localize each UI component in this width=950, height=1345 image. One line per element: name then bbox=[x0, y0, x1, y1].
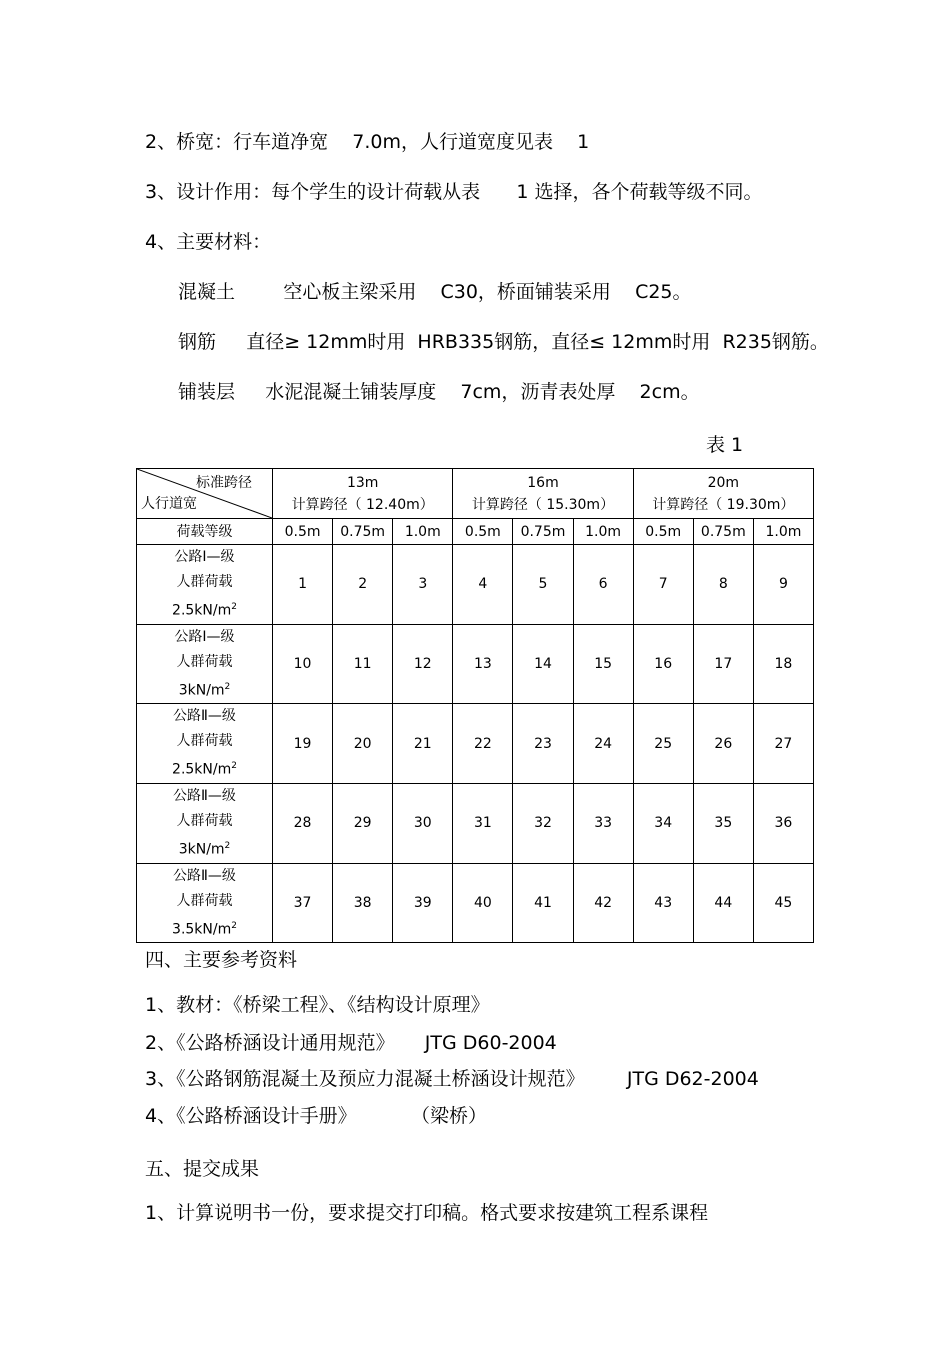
intro-line-1: 2、桥宽：行车道净宽 7.0m，人行道宽度见表 1 bbox=[145, 131, 590, 153]
design-number: 42 bbox=[573, 863, 633, 943]
references-heading: 四、主要参考资料 bbox=[145, 949, 298, 971]
design-number: 10 bbox=[273, 624, 333, 704]
design-number: 8 bbox=[693, 545, 753, 625]
width-cell: 0.75m bbox=[693, 519, 753, 545]
design-number: 21 bbox=[393, 704, 453, 784]
span-header bbox=[273, 469, 453, 519]
design-number: 2 bbox=[333, 545, 393, 625]
design-number: 30 bbox=[393, 783, 453, 863]
span-value: 16m bbox=[527, 474, 559, 491]
design-number: 32 bbox=[513, 783, 573, 863]
design-number: 19 bbox=[273, 704, 333, 784]
width-cell: 1.0m bbox=[393, 519, 453, 545]
span-value: 13m bbox=[346, 474, 379, 491]
reference-item: 1、教材：《桥梁工程》、《结构设计原理》 bbox=[145, 994, 490, 1016]
design-number: 26 bbox=[693, 704, 753, 784]
reference-item: 2、《公路桥涵设计通用规范》 JTG D60-2004 bbox=[145, 1032, 557, 1054]
span-value: 20m bbox=[707, 474, 740, 491]
table-caption: 表 1 bbox=[706, 434, 744, 456]
road-grade: 公路Ⅰ—级 bbox=[174, 549, 235, 565]
reference-item: 4、《公路桥涵设计手册》 （梁桥） bbox=[145, 1105, 487, 1127]
table-row bbox=[137, 624, 814, 704]
submission-heading: 五、提交成果 bbox=[145, 1158, 260, 1180]
width-cell: 0.5m bbox=[273, 519, 333, 545]
material-pavement: 铺装层 水泥混凝土铺装厚度 7cm，沥青表处厚 2cm。 bbox=[178, 381, 700, 403]
load-grade-cell bbox=[137, 783, 273, 863]
design-number: 41 bbox=[513, 863, 573, 943]
width-cell: 0.5m bbox=[453, 519, 513, 545]
road-grade: 公路Ⅰ—级 bbox=[174, 628, 235, 645]
table-row bbox=[137, 704, 814, 784]
crowd-load-label: 人群荷载 bbox=[176, 812, 233, 829]
design-number: 36 bbox=[753, 783, 813, 863]
design-number: 12 bbox=[393, 624, 453, 704]
design-number: 11 bbox=[333, 624, 393, 704]
crowd-load-label: 人群荷载 bbox=[176, 574, 233, 590]
road-grade: 公路Ⅱ—级 bbox=[173, 867, 236, 884]
crowd-load-value: $3kN/m^2$ bbox=[178, 681, 231, 699]
design-number: 29 bbox=[333, 783, 393, 863]
design-number: 18 bbox=[753, 624, 813, 704]
submission-item: 1、计算说明书一份，要求提交打印稿。格式要求按建筑工程系课程 bbox=[145, 1202, 709, 1224]
calc-span: 计算跨径（ 12.40m） bbox=[291, 496, 434, 513]
calc-span: 计算跨径（ 15.30m） bbox=[471, 496, 615, 513]
design-number: 31 bbox=[453, 783, 513, 863]
design-number: 6 bbox=[573, 545, 633, 625]
corner-top-label: 标准跨径 bbox=[196, 475, 252, 491]
design-number: 7 bbox=[633, 545, 693, 625]
crowd-load-label: 人群荷载 bbox=[176, 892, 233, 909]
design-number: 27 bbox=[753, 704, 813, 784]
road-grade: 公路Ⅱ—级 bbox=[173, 787, 236, 804]
design-number: 28 bbox=[273, 783, 333, 863]
design-number: 9 bbox=[753, 545, 813, 625]
load-grade-cell bbox=[137, 624, 273, 704]
load-grade-cell bbox=[137, 545, 273, 625]
load-grade-cell bbox=[137, 863, 273, 943]
width-cell: 1.0m bbox=[573, 519, 633, 545]
design-number: 34 bbox=[633, 783, 693, 863]
material-rebar: 钢筋 直径≥ 12mm时用 HRB335钢筋，直径≤ 12mm时用 R235钢筋。 bbox=[178, 331, 829, 353]
design-number: 43 bbox=[633, 863, 693, 943]
calc-span: 计算跨径（ 19.30m） bbox=[652, 496, 795, 513]
width-cell: 1.0m bbox=[753, 519, 813, 545]
intro-line-3: 4、主要材料： bbox=[145, 231, 272, 253]
reference-item: 3、《公路钢筋混凝土及预应力混凝土桥涵设计规范》 JTG D62-2004 bbox=[145, 1068, 759, 1090]
design-number: 24 bbox=[573, 704, 633, 784]
span-header bbox=[453, 469, 633, 519]
design-number: 40 bbox=[453, 863, 513, 943]
corner-cell bbox=[137, 469, 273, 519]
design-number: 25 bbox=[633, 704, 693, 784]
design-number: 13 bbox=[453, 624, 513, 704]
corner-bottom-label: 人行道宽 bbox=[141, 496, 197, 512]
design-number: 37 bbox=[273, 863, 333, 943]
design-number: 15 bbox=[573, 624, 633, 704]
crowd-load-label: 人群荷载 bbox=[176, 653, 233, 670]
design-number: 20 bbox=[333, 704, 393, 784]
table-row bbox=[137, 783, 814, 863]
design-number: 38 bbox=[333, 863, 393, 943]
design-number: 16 bbox=[633, 624, 693, 704]
crowd-load-label: 人群荷载 bbox=[176, 733, 233, 750]
crowd-load-value: $3.5kN/m^2$ bbox=[172, 920, 237, 938]
design-number: 23 bbox=[513, 704, 573, 784]
design-number: 17 bbox=[693, 624, 753, 704]
road-grade: 公路Ⅱ—级 bbox=[173, 708, 236, 725]
width-cell: 0.75m bbox=[333, 519, 393, 545]
grade-label: 荷载等级 bbox=[137, 519, 273, 545]
design-number: 44 bbox=[693, 863, 753, 943]
design-number: 5 bbox=[513, 545, 573, 625]
design-number: 22 bbox=[453, 704, 513, 784]
design-number: 3 bbox=[393, 545, 453, 625]
crowd-load-value: $3kN/m^2$ bbox=[178, 840, 231, 858]
intro-line-2: 3、设计作用：每个学生的设计荷载从表 1 选择，各个荷载等级不同。 bbox=[145, 181, 763, 203]
crowd-load-value: $2.5kN/m^2$ bbox=[172, 761, 237, 778]
load-grade-cell bbox=[137, 704, 273, 784]
design-number: 14 bbox=[513, 624, 573, 704]
table-row bbox=[137, 545, 814, 625]
material-concrete: 混凝土 空心板主梁采用 C30，桥面铺装采用 C25。 bbox=[178, 281, 692, 303]
design-number: 4 bbox=[453, 545, 513, 625]
design-number: 39 bbox=[393, 863, 453, 943]
design-number: 35 bbox=[693, 783, 753, 863]
design-number: 45 bbox=[753, 863, 813, 943]
table-row bbox=[137, 863, 814, 943]
design-number: 1 bbox=[273, 545, 333, 625]
span-header bbox=[633, 469, 813, 519]
width-cell: 0.5m bbox=[633, 519, 693, 545]
crowd-load-value: $2.5kN/m^2$ bbox=[172, 602, 237, 619]
width-cell: 0.75m bbox=[513, 519, 573, 545]
load-table bbox=[136, 468, 814, 943]
design-number: 33 bbox=[573, 783, 633, 863]
